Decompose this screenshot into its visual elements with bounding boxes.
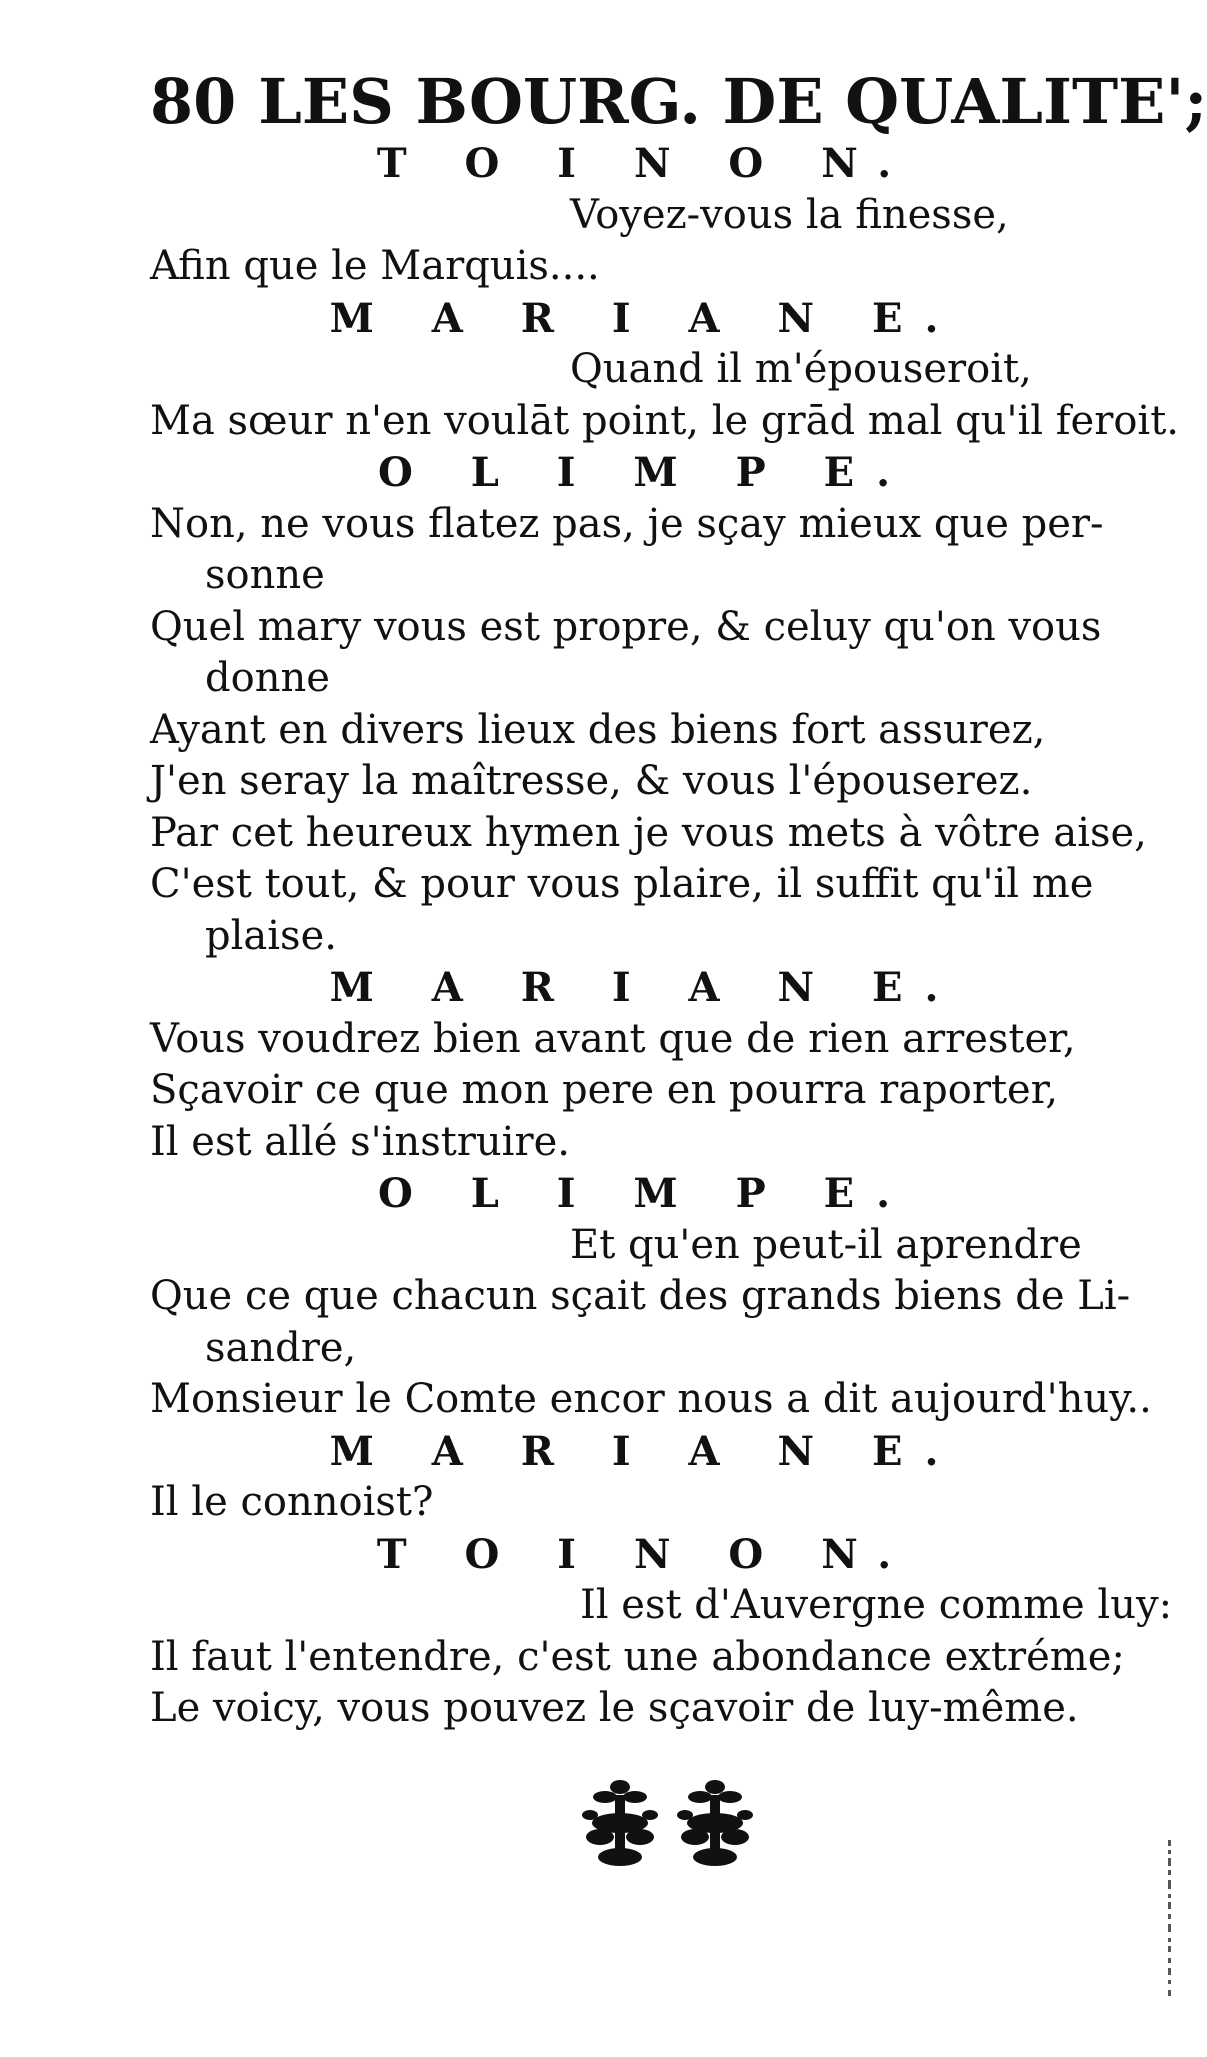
verse-line: Ayant en divers lieux des biens fort assurez, (150, 706, 1046, 753)
running-header (150, 62, 1207, 142)
verse-line-wrap: sonne (205, 552, 325, 598)
verse-line: Il est allé s'instruire. (150, 1118, 570, 1165)
verse-line-continued: Et qu'en peut-il aprendre (570, 1221, 1082, 1268)
verse-line: Que ce que chacun sçait des grands biens de Li- (150, 1273, 1131, 1319)
floral-ornament-icon (565, 1775, 775, 1875)
verse-line: C'est tout, & pour vous plaire, il suffit qu'il me (150, 861, 1094, 907)
play-text (150, 138, 1180, 1735)
speaker-name: T O I N O N. (376, 1530, 914, 1578)
verse-line: Afin que le Marquis.... (150, 243, 600, 289)
verse-line-continued: Il est d'Auvergne comme luy: (580, 1582, 1173, 1628)
verse-line-wrap: plaise. (205, 912, 337, 959)
verse-line-continued: Voyez-vous la finesse, (570, 191, 1009, 238)
speaker-name: M A R I A N E. (329, 294, 961, 342)
archive-stamp-mark (1165, 1840, 1175, 2000)
verse-line-wrap: donne (205, 655, 330, 701)
verse-line: Vous voudrez bien avant que de rien arrester, (150, 1015, 1076, 1062)
verse-line: Monsieur le Comte encor nous a dit aujourd'huy.. (150, 1376, 1152, 1422)
verse-line-continued: Quand il m'épouseroit, (570, 346, 1032, 392)
speaker-name: O L I M P E. (377, 449, 913, 496)
verse-line: Par cet heureux hymen je vous mets à vôtre aise, (150, 809, 1147, 856)
verse-line: Il faut l'entendre, c'est une abondance extréme; (150, 1633, 1125, 1680)
verse-line: Sçavoir ce que mon pere en pourra raporter, (150, 1067, 1059, 1113)
verse-line: Ma sœur n'en voulāt point, le grād mal qu'il feroit. (150, 397, 1180, 444)
verse-line-wrap: sandre, (205, 1324, 357, 1371)
page-number: 80 (150, 65, 237, 138)
verse-line: J'en seray la maîtresse, & vous l'épouserez. (150, 758, 1033, 804)
verse-line: Il le connoist? (150, 1479, 434, 1525)
speaker-name: M A R I A N E. (329, 1427, 961, 1475)
verse-line: Quel mary vous est propre, & celuy qu'on vous (150, 603, 1102, 650)
verse-line: Le voicy, vous pouvez le sçavoir de luy-même. (150, 1685, 1079, 1731)
speaker-name: O L I M P E. (377, 1170, 913, 1217)
speaker-name: T O I N O N. (376, 140, 914, 187)
running-title: LES BOURG. DE QUALITE'; (258, 65, 1207, 138)
speaker-name: M A R I A N E. (329, 964, 961, 1011)
verse-line: Non, ne vous flatez pas, je sçay mieux que per- (150, 500, 1104, 547)
